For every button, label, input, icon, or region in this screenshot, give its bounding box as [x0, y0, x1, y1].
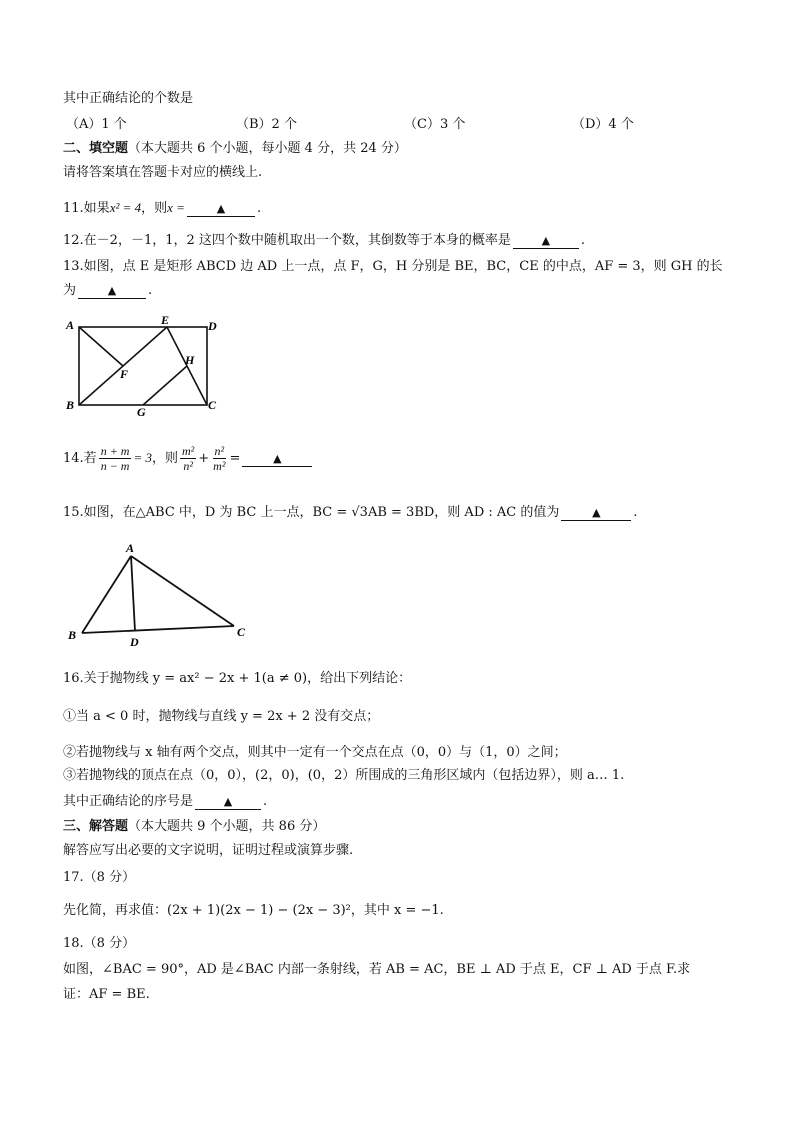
q14-f2-den: n²	[183, 459, 193, 473]
option-c: （C）3 个	[404, 117, 466, 132]
option-b: （B）2 个	[236, 117, 297, 132]
section3-instruction: 解答应写出必要的文字说明，证明过程或演算步骤.	[63, 843, 354, 858]
q14-f1-den: n − m	[100, 459, 130, 473]
q16-conclusion-2: ②若抛物线与 x 轴有两个交点，则其中一定有一个交点在点（0，0）与（1，0）之间；	[63, 745, 567, 760]
q16-conclusion-1: ①当 a < 0 时，抛物线与直线 y = 2x + 2 没有交点；	[63, 709, 380, 724]
q10-prompt: 其中正确结论的个数是	[63, 91, 194, 106]
q13-line1: 13.如图，点 E 是矩形 ABCD 边 AD 上一点，点 F，G，H 分别是 BE，BC，CE 的中点，AF = 3，则 GH 的长	[63, 259, 723, 274]
section2-heading	[63, 140, 407, 158]
segment-bc	[82, 626, 234, 633]
section3-heading	[63, 818, 325, 836]
label-f: F	[120, 367, 129, 381]
q14-eq1: = 3	[133, 450, 152, 465]
q12-text: 12.在－2，－1，1，2 这四个数中随机取出一个数，其倒数等于本身的概率是	[63, 233, 511, 248]
q15-text: 15.如图，在△ABC 中，D 为 BC 上一点，BC = √3AB = 3BD，则 AD : AC 的值为	[63, 505, 560, 520]
q11-eq: x² = 4	[109, 200, 142, 215]
q16-answer-blank[interactable]: ▲	[195, 795, 261, 810]
q18-line2: 证：AF = BE.	[63, 987, 150, 1002]
label-d: D	[130, 635, 139, 649]
q14-fraction-1	[99, 444, 132, 473]
q15-answer-blank[interactable]: ▲	[561, 506, 631, 521]
q16-intro: 16.关于抛物线 y = ax² − 2x + 1(a ≠ 0)，给出下列结论：	[63, 671, 412, 686]
label-a: A	[126, 541, 135, 555]
q16-ask	[63, 793, 267, 811]
q11-pre: 11.如果	[63, 201, 110, 216]
q14-mid: ，则	[151, 451, 178, 466]
label-h: H	[185, 353, 195, 367]
q14-fraction-2	[180, 444, 196, 473]
section3-title: 三、解答题	[63, 819, 129, 834]
q14-f3-num: n²	[214, 444, 225, 458]
q13-line2	[63, 282, 152, 300]
label-c: C	[237, 625, 246, 639]
label-d: D	[208, 319, 217, 333]
q13-end: .	[148, 283, 153, 298]
segment-ad	[131, 556, 135, 631]
q14-f3-den: m²	[213, 459, 226, 473]
q11-answer-blank[interactable]: ▲	[187, 202, 255, 217]
section2-note: （本大题共 6 个小题，每小题 4 分，共 24 分）	[128, 141, 407, 156]
segment-af	[79, 327, 123, 366]
q13-line2-text: 为	[63, 283, 77, 298]
option-d: （D）4 个	[572, 117, 634, 132]
q13-answer-blank[interactable]: ▲	[78, 284, 146, 299]
q14-eq2: =	[229, 451, 241, 466]
label-c: C	[208, 398, 217, 412]
q14-f2-num: m²	[182, 444, 195, 458]
q11-mid: ，则	[141, 201, 168, 216]
q17-body: 先化简，再求值：(2x + 1)(2x − 1) − (2x − 3)²，其中 x = −1.	[63, 903, 444, 918]
q14-fraction-3	[211, 444, 227, 473]
q17-head: 17.（8 分）	[63, 870, 136, 885]
label-a: A	[66, 318, 75, 332]
q12-answer-blank[interactable]: ▲	[513, 234, 579, 249]
section2-title: 二、填空题	[63, 141, 129, 156]
section3-note: （本大题共 9 个小题，共 86 分）	[128, 819, 326, 834]
q18-head: 18.（8 分）	[63, 936, 136, 951]
label-b: B	[68, 628, 77, 642]
label-g: G	[137, 405, 146, 419]
q14-answer-blank[interactable]: ▲	[242, 452, 312, 467]
q14-pre: 14.若	[63, 451, 97, 466]
q16-end: .	[263, 794, 268, 809]
segment-ab	[82, 556, 131, 633]
q16-ask-text: 其中正确结论的序号是	[63, 794, 194, 809]
q14	[63, 440, 314, 477]
q15	[63, 504, 638, 522]
segment-ac	[131, 556, 234, 626]
q12	[63, 232, 585, 250]
q15-end: .	[633, 505, 638, 520]
q13-rectangle-figure	[60, 312, 230, 422]
q11	[63, 199, 261, 218]
segment-gh	[143, 366, 187, 405]
q18-line1: 如图，∠BAC = 90°，AD 是∠BAC 内部一条射线，若 AB = AC，BE ⊥ AD 于点 E，CF ⊥ AD 于点 F.求	[63, 962, 691, 977]
q15-triangle-figure	[62, 538, 262, 650]
q14-plus: +	[198, 451, 210, 466]
option-a: （A）1 个	[66, 117, 127, 132]
q16-conclusion-3: ③若抛物线的顶点在点（0，0），(2，0)，(0，2）所围成的三角形区域内（包括边界），则 a… 1.	[63, 768, 625, 783]
q11-end: .	[256, 201, 262, 216]
q14-f1-num: n + m	[100, 444, 130, 458]
label-b: B	[66, 398, 75, 412]
label-e: E	[161, 313, 170, 327]
q12-end: .	[580, 233, 586, 248]
q11-var: x =	[167, 200, 185, 215]
section2-instruction: 请将答案填在答题卡对应的横线上.	[63, 165, 263, 180]
